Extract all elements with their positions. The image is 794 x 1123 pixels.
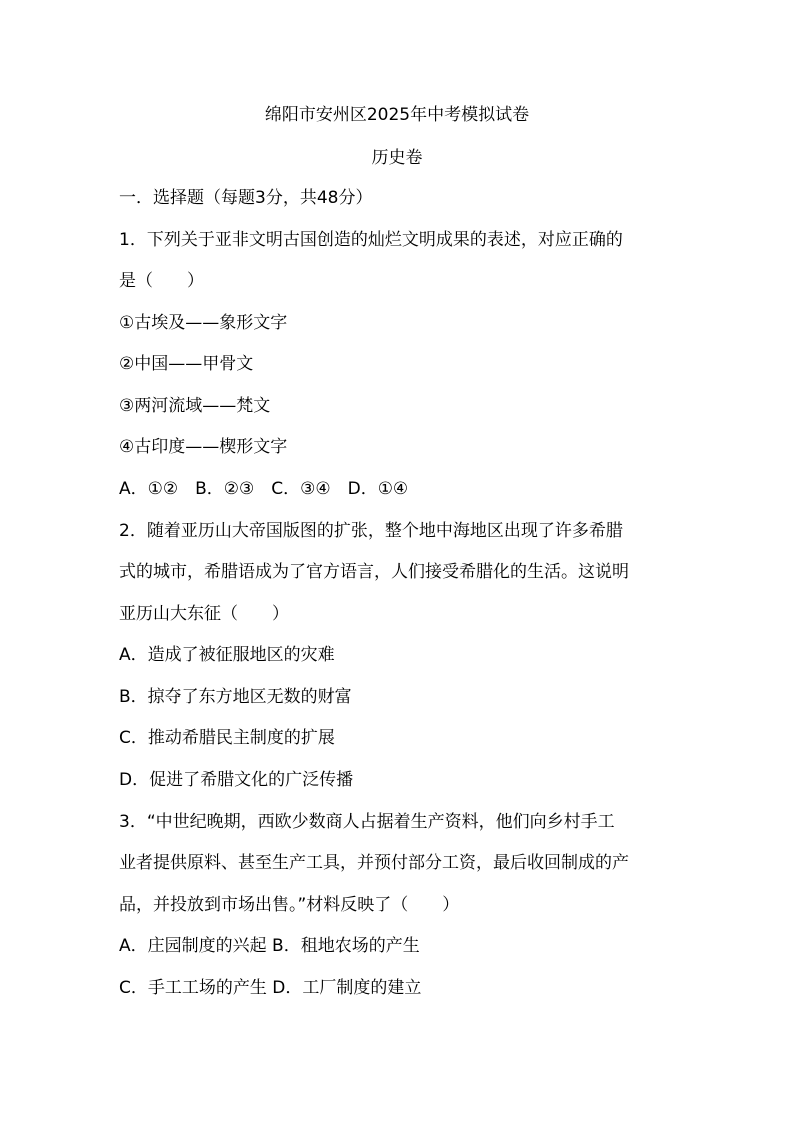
q1-item-4: ④古印度——楔形文字 [119,437,288,457]
exam-subject: 历史卷 [371,148,423,168]
exam-title: 绵阳市安州区2025年中考模拟试卷 [264,105,530,125]
q2-option-b: B．掠夺了东方地区无数的财富 [119,687,352,707]
section-heading: 一．选择题（每题3分，共48分） [119,188,373,208]
q1-item-3: ③两河流域——梵文 [119,396,271,416]
q2-stem-line-1: 2．随着亚历山大帝国版图的扩张，整个地中海地区出现了许多希腊 [119,521,623,541]
q1-options: A．①② B．②③ C．③④ D．①④ [119,479,409,499]
q1-item-2: ②中国——甲骨文 [119,354,254,374]
q2-option-a: A．造成了被征服地区的灾难 [119,645,335,665]
q2-stem-line-2: 式的城市，希腊语成为了官方语言，人们接受希腊化的生活。这说明 [119,562,629,582]
q2-option-c: C．推动希腊民主制度的扩展 [119,728,335,748]
q3-options-line-1: A．庄园制度的兴起 B．租地农场的产生 [119,936,420,956]
q3-stem-line-2: 业者提供原料、甚至生产工具，并预付部分工资，最后收回制成的产 [119,853,629,873]
q3-stem-line-1: 3．“中世纪晚期，西欧少数商人占据着生产资料，他们向乡村手工 [119,812,615,832]
q1-item-1: ①古埃及——象形文字 [119,313,288,333]
q1-stem-line-1: 1．下列关于亚非文明古国创造的灿烂文明成果的表述，对应正确的 [119,230,623,250]
q2-stem-line-3: 亚历山大东征（ ） [119,604,289,624]
q2-option-d: D．促进了希腊文化的广泛传播 [119,770,354,790]
q3-stem-line-3: 品，并投放到市场出售。”材料反映了（ ） [119,895,460,915]
q1-stem-line-2: 是（ ） [119,271,204,291]
q3-options-line-2: C．手工工场的产生 D．工厂制度的建立 [119,978,422,998]
